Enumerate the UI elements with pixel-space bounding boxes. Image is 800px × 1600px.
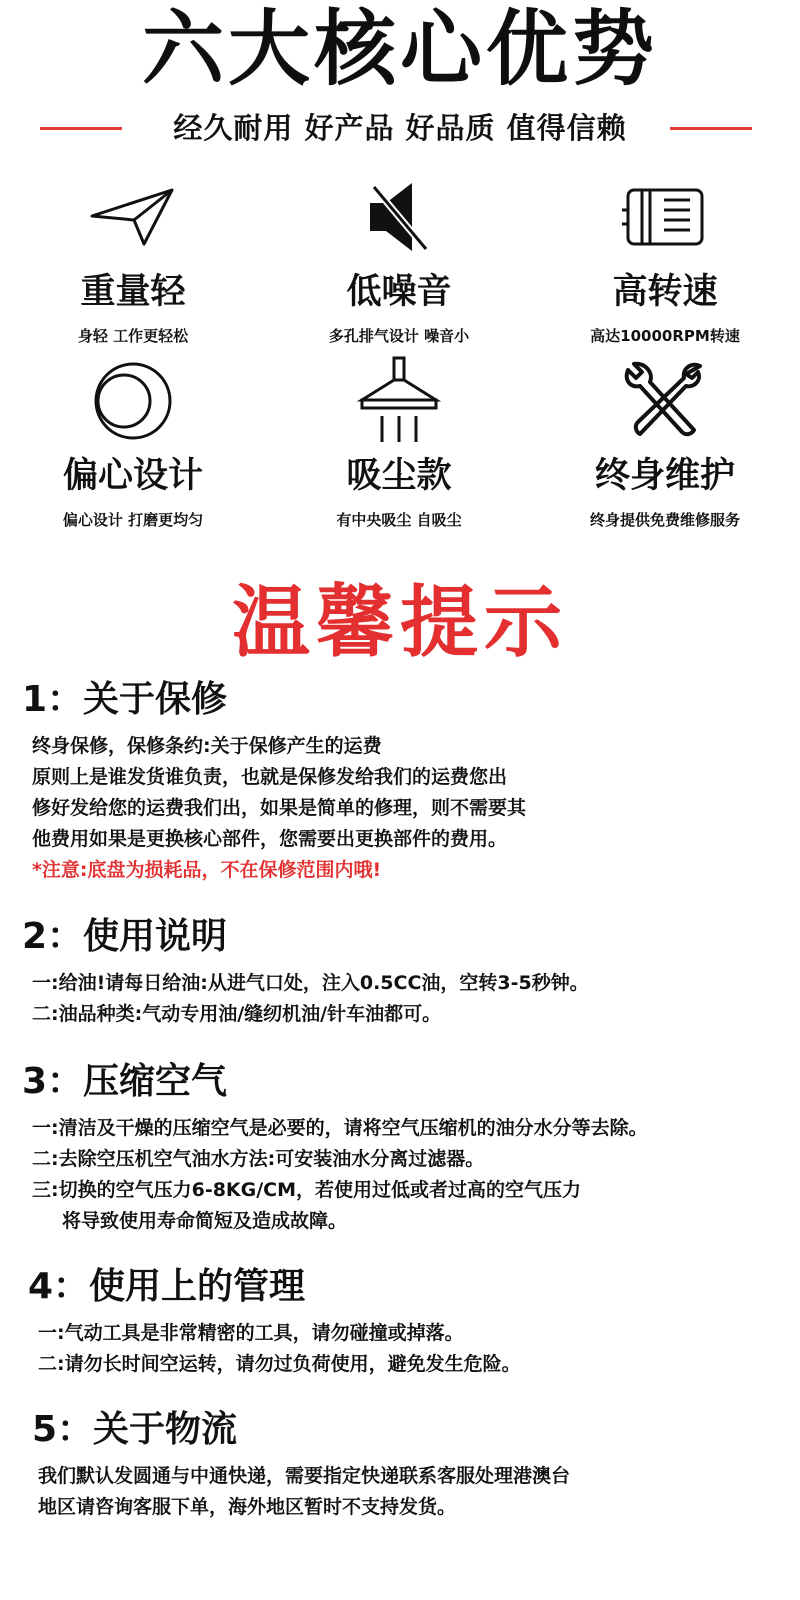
section-heading: 5：关于物流 <box>32 1409 238 1450</box>
section-line: 地区请咨询客服下单，海外地区暂时不支持发货。 <box>38 1496 457 1518</box>
right-divider <box>670 127 752 130</box>
eccentric-circle-icon <box>0 356 266 446</box>
tips-title: 温馨提示 <box>231 578 568 668</box>
section-line: 原则上是谁发货谁负责，也就是保修发给我们的运费您出 <box>32 766 508 788</box>
feature-desc: 偏心设计 打磨更均匀 <box>62 511 204 529</box>
section-line: 二:请勿长时间空运转，请勿过负荷使用，避免发生危险。 <box>38 1353 521 1375</box>
section-usage <box>22 912 800 1030</box>
section-line: 修好发给您的运费我们出，如果是简单的修理，则不需要其 <box>32 797 527 819</box>
feature-desc: 高达10000RPM转速 <box>590 327 740 345</box>
section-heading: 1：关于保修 <box>22 679 228 720</box>
section-line: 我们默认发圆通与中通快递，需要指定快递联系客服处理港澳台 <box>38 1465 571 1487</box>
feature-name: 吸尘款 <box>346 456 452 496</box>
feature-light-weight <box>0 172 266 348</box>
section-heading: 2：使用说明 <box>22 916 228 957</box>
feature-lifetime-maintenance <box>532 356 798 532</box>
feature-name: 高转速 <box>612 272 718 312</box>
feature-low-noise <box>266 172 532 348</box>
section-line: 他费用如果是更换核心部件，您需要出更换部件的费用。 <box>32 828 508 850</box>
feature-high-speed <box>532 172 798 348</box>
section-heading: 4：使用上的管理 <box>28 1266 306 1307</box>
section-logistics <box>32 1405 800 1523</box>
section-line: 终身保修，保修条约:关于保修产生的运费 <box>32 735 382 757</box>
feature-eccentric <box>0 356 266 532</box>
paper-plane-icon <box>0 172 266 262</box>
feature-name: 低噪音 <box>346 272 452 312</box>
feature-desc: 终身提供免费维修服务 <box>589 511 740 529</box>
page-subtitle: 经久耐用 好产品 好品质 值得信赖 <box>173 111 627 145</box>
feature-name: 偏心设计 <box>62 456 203 496</box>
section-line: 二:油品种类:气动专用油/缝纫机油/针车油都可。 <box>32 1003 442 1025</box>
left-divider <box>40 127 122 130</box>
section-compressed-air <box>22 1057 800 1237</box>
section-line: 将导致使用寿命简短及造成故障。 <box>62 1210 348 1232</box>
feature-name: 重量轻 <box>80 272 186 312</box>
section-line: 三:切换的空气压力6-8KG/CM，若使用过低或者过高的空气压力 <box>32 1179 582 1201</box>
motor-icon <box>532 172 798 262</box>
section-line: 一:气动工具是非常精密的工具，请勿碰撞或掉落。 <box>38 1322 464 1344</box>
section-line: 二:去除空压机空气油水方法:可安装油水分离过滤器。 <box>32 1148 485 1170</box>
section-management <box>28 1262 800 1380</box>
wrench-tools-icon <box>532 356 798 446</box>
feature-desc: 身轻 工作更轻松 <box>77 327 189 345</box>
speaker-mute-icon <box>266 172 532 262</box>
feature-dust-extraction <box>266 356 532 532</box>
section-line: 一:给油!请每日给油:从进气口处，注入0.5CC油，空转3-5秒钟。 <box>32 972 589 994</box>
feature-desc: 多孔排气设计 噪音小 <box>328 327 470 345</box>
section-heading: 3：压缩空气 <box>22 1061 228 1102</box>
vacuum-hood-icon <box>266 356 532 446</box>
subtitle-row <box>0 100 800 156</box>
feature-desc: 有中央吸尘 自吸尘 <box>336 511 462 529</box>
section-warranty <box>22 675 800 886</box>
feature-name: 终身维护 <box>594 456 735 496</box>
page-title: 六大核心优势 <box>141 2 658 97</box>
warning-note: *注意:底盘为损耗品，不在保修范围内哦! <box>32 859 382 881</box>
section-line: 一:清洁及干燥的压缩空气是必要的，请将空气压缩机的油分水分等去除。 <box>32 1117 648 1139</box>
